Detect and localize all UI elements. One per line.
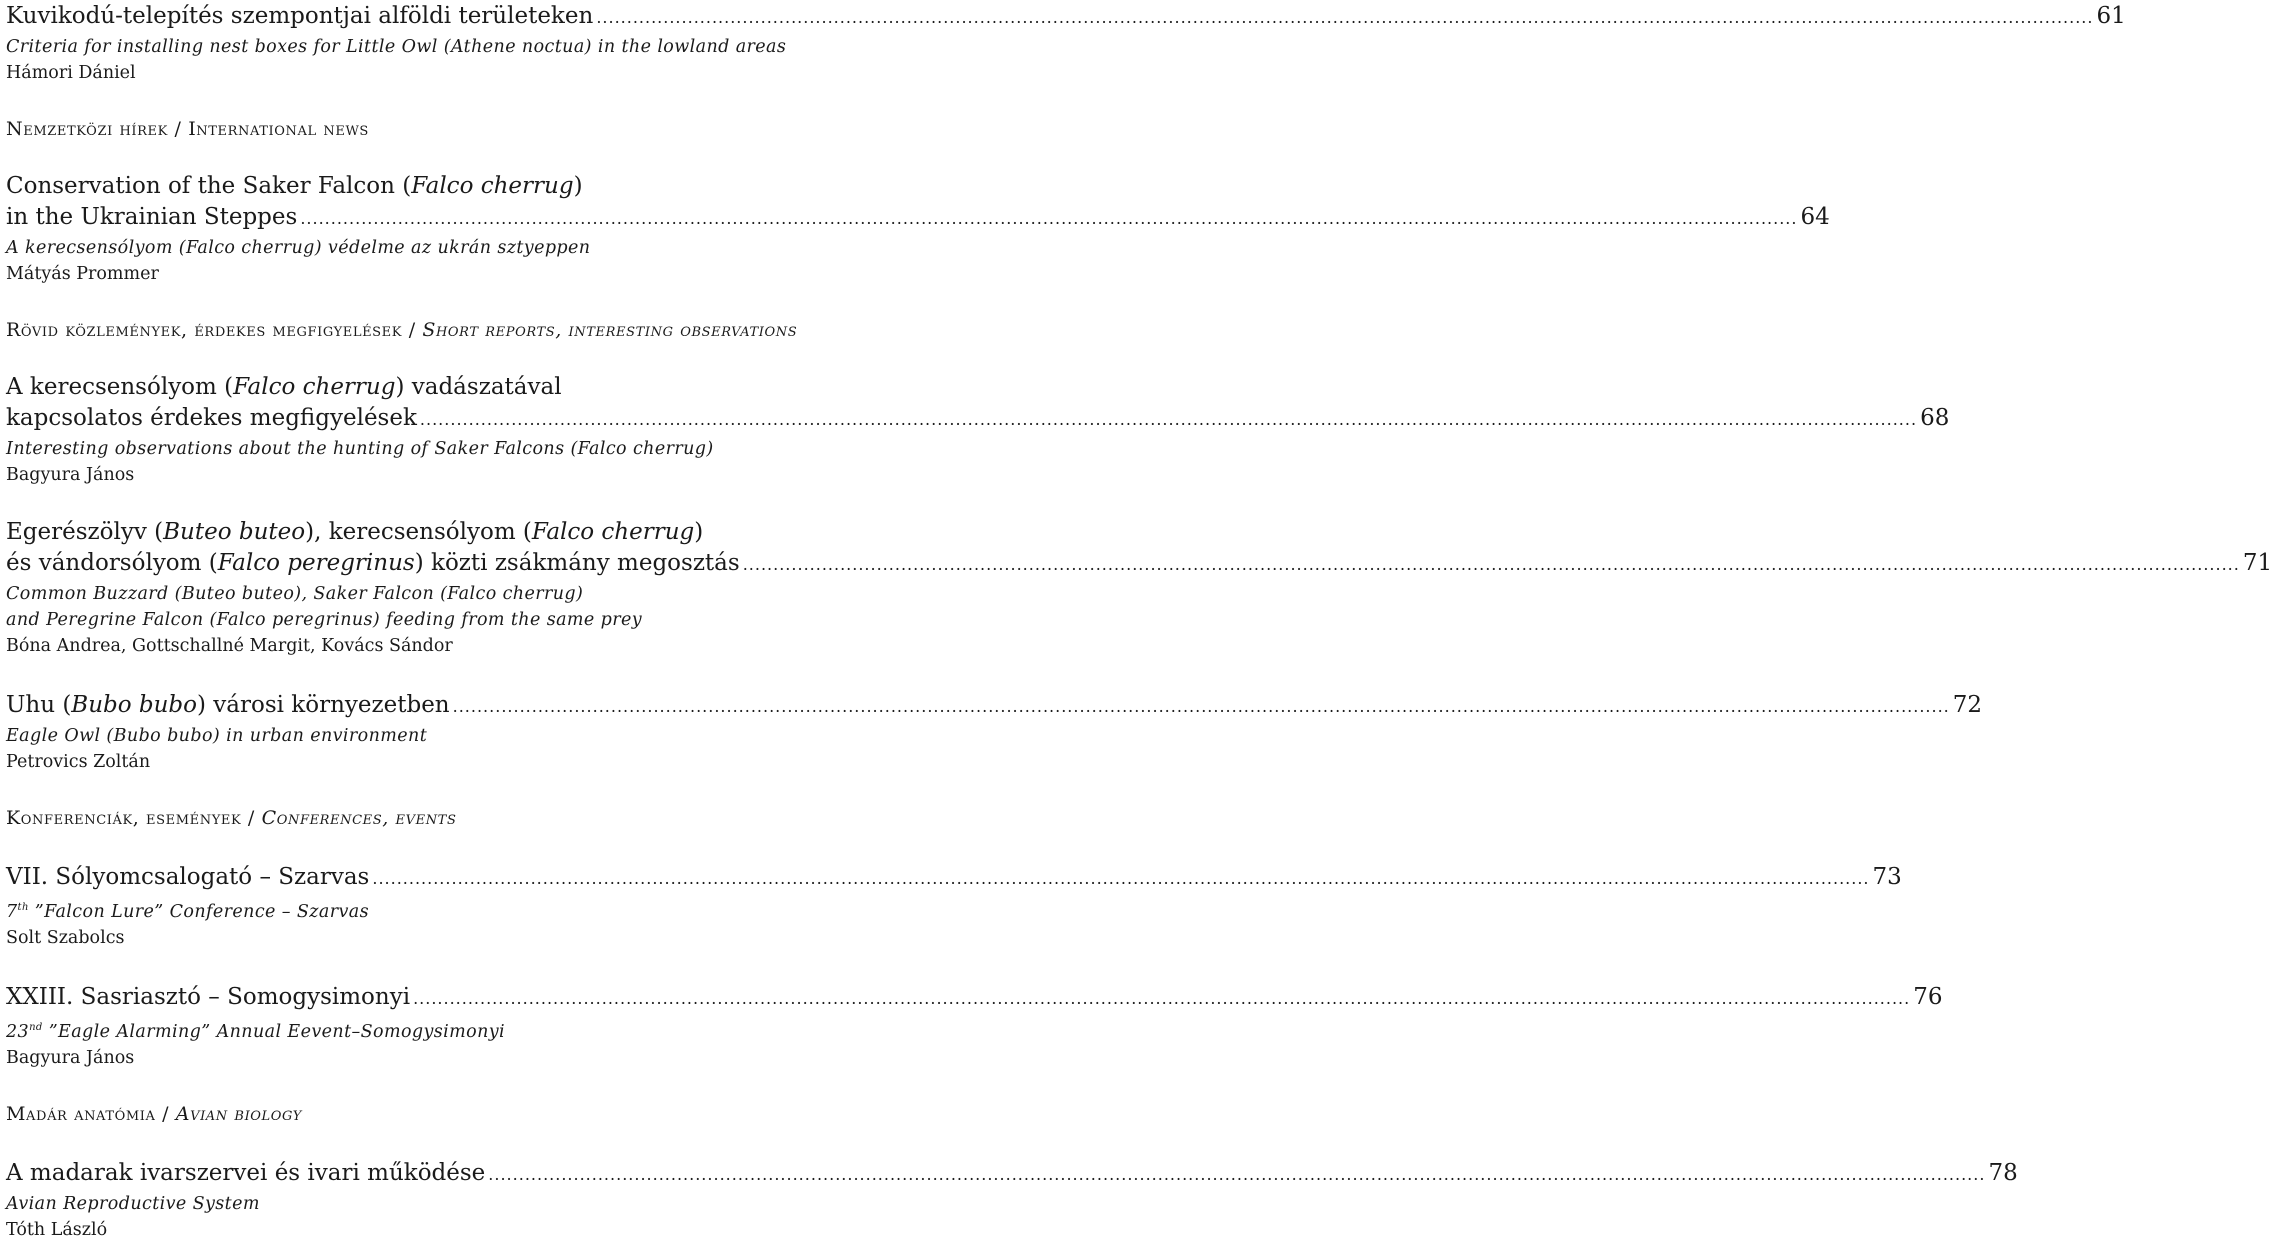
species-name: Buteo buteo — [163, 519, 306, 545]
entry-title-line[interactable] — [0, 861, 1902, 895]
toc-entry-falcon-lure — [0, 861, 1902, 951]
section-title-en: Short reports, interesting observations — [422, 319, 798, 341]
section-heading-avian-biology — [0, 1101, 960, 1127]
entry-title-part: ) városi környezetben — [197, 692, 450, 718]
entry-subtitle: Interesting observations about the hunting of Saker Falcons (Falco cherrug) — [6, 439, 714, 459]
entry-subtitle: A kerecsensólyom (Falco cherrug) védelme az ukrán sztyeppen — [6, 238, 591, 258]
ordinal-number: 7 — [6, 902, 18, 922]
species-name: Falco cherrug — [531, 519, 695, 545]
entry-subtitle: Criteria for installing nest boxes for Little Owl (Athene noctua) in the lowland areas — [6, 37, 787, 57]
section-title-en: Avian biology — [175, 1103, 302, 1125]
entry-title-line[interactable] — [0, 981, 1943, 1015]
ordinal-suffix: th — [17, 902, 29, 913]
page-number: 68 — [1920, 405, 1950, 431]
entry-author: Bóna Andrea, Gottschallné Margit, Kovács Sándor — [6, 636, 453, 656]
section-title-en: International news — [188, 118, 369, 140]
entry-title-part: ), kerecsensólyom ( — [305, 519, 532, 545]
dot-leader: ...................................................................................................................................................................................................................................................... — [452, 697, 1950, 716]
entry-title-part: Conservation of the Saker Falcon ( — [6, 173, 412, 199]
toc-entry-prey-sharing — [0, 518, 2272, 659]
entry-title: in the Ukrainian Steppes — [6, 204, 298, 230]
entry-title-part: ) vadászatával — [395, 374, 562, 400]
dot-leader: ...................................................................................................................................................................................................................................................... — [419, 410, 1918, 429]
entry-author: Bagyura János — [6, 465, 135, 485]
toc-entry-reproductive-system — [0, 1157, 2018, 1243]
section-title-hu: Madár anatómia / — [6, 1103, 176, 1125]
entry-author: Hámori Dániel — [6, 63, 136, 83]
entry-title: kapcsolatos érdekes megfigyelések — [6, 405, 417, 431]
entry-subtitle — [0, 895, 960, 925]
species-name: Falco cherrug — [233, 374, 396, 400]
entry-title-part: Uhu ( — [6, 692, 72, 718]
species-name: Falco cherrug — [411, 173, 574, 199]
section-title-hu: Konferenciák, események / — [6, 807, 262, 829]
toc-entry-eagle-owl — [0, 689, 1983, 775]
entry-title-part: A kerecsensólyom ( — [6, 374, 234, 400]
page-number: 78 — [1988, 1160, 2018, 1186]
section-title-hu: Rövid közlemények, érdekes megfigyelések / — [6, 319, 423, 341]
page-number: 71 — [2242, 550, 2272, 576]
section-title-en: Conferences, events — [261, 807, 457, 829]
dot-leader: ...................................................................................................................................................................................................................................................... — [300, 209, 1798, 228]
entry-author: Tóth László — [6, 1220, 108, 1240]
ordinal-suffix: nd — [29, 1022, 43, 1033]
species-name: Bubo bubo — [71, 692, 197, 718]
page-number: 61 — [2096, 3, 2126, 29]
entry-title-part: és vándorsólyom ( — [6, 550, 218, 576]
dot-leader: ...................................................................................................................................................................................................................................................... — [488, 1165, 1986, 1184]
ordinal-number: 23 — [6, 1022, 30, 1042]
dot-leader: ...................................................................................................................................................................................................................................................... — [596, 8, 2094, 27]
entry-title: A madarak ivarszervei és ivari működése — [6, 1160, 486, 1186]
entry-subtitle: and Peregrine Falcon (Falco peregrinus) feeding from the same prey — [6, 610, 643, 630]
entry-subtitle: Avian Reproductive System — [6, 1194, 260, 1214]
entry-title-line[interactable] — [0, 402, 1950, 436]
entry-author: Solt Szabolcs — [6, 928, 125, 948]
species-name: Falco peregrinus — [217, 550, 415, 576]
entry-subtitle: Common Buzzard (Buteo buteo), Saker Falcon (Falco cherrug) — [6, 584, 584, 604]
page-number: 73 — [1872, 864, 1902, 890]
entry-title-line-1[interactable] — [0, 172, 960, 201]
entry-title-part: ) közti zsákmány megosztás — [414, 550, 740, 576]
entry-subtitle-text: ”Eagle Alarming” Annual Eevent–Somogysimonyi — [42, 1022, 506, 1042]
toc-entry-saker-ukraine — [0, 172, 1830, 287]
toc-entry-little-owl — [0, 0, 2126, 86]
entry-title-part: ) — [573, 173, 583, 199]
page-number: 64 — [1800, 204, 1830, 230]
section-heading-conferences — [0, 805, 960, 831]
page-number: 76 — [1913, 984, 1943, 1010]
entry-author: Mátyás Prommer — [6, 264, 159, 284]
entry-subtitle: Eagle Owl (Bubo bubo) in urban environment — [6, 726, 428, 746]
dot-leader: ...................................................................................................................................................................................................................................................... — [372, 869, 1870, 888]
entry-subtitle-text: ”Falcon Lure” Conference – Szarvas — [28, 902, 369, 922]
entry-title: VII. Sólyomcsalogató – Szarvas — [6, 864, 370, 890]
entry-title: Kuvikodú-telepítés szempontjai alföldi területeken — [6, 3, 594, 29]
entry-title-line[interactable] — [0, 547, 2272, 581]
entry-title-line[interactable] — [0, 689, 1983, 723]
entry-title-line[interactable] — [0, 201, 1830, 235]
entry-title-line[interactable] — [0, 1157, 2018, 1191]
toc-entry-saker-hunting — [0, 373, 1950, 488]
section-heading-short-reports — [0, 317, 960, 343]
entry-author: Bagyura János — [6, 1048, 135, 1068]
dot-leader: ...................................................................................................................................................................................................................................................... — [742, 555, 2240, 574]
section-title-hu: Nemzetközi hírek / — [6, 118, 189, 140]
entry-title — [6, 689, 450, 721]
entry-title: XXIII. Sasriasztó – Somogysimonyi — [6, 984, 411, 1010]
entry-title-part: Egerészölyv ( — [6, 519, 164, 545]
entry-title-line-1[interactable] — [0, 373, 960, 402]
toc-entry-eagle-alarming — [0, 981, 1943, 1071]
dot-leader: ...................................................................................................................................................................................................................................................... — [413, 989, 1911, 1008]
entry-title-line[interactable] — [0, 0, 2126, 34]
section-heading-international-news — [0, 116, 960, 142]
entry-title-line-1[interactable] — [0, 518, 960, 547]
entry-subtitle — [0, 1015, 960, 1045]
entry-author: Petrovics Zoltán — [6, 752, 151, 772]
entry-title — [6, 547, 740, 579]
entry-title-part: ) — [694, 519, 704, 545]
page-number: 72 — [1952, 692, 1983, 718]
